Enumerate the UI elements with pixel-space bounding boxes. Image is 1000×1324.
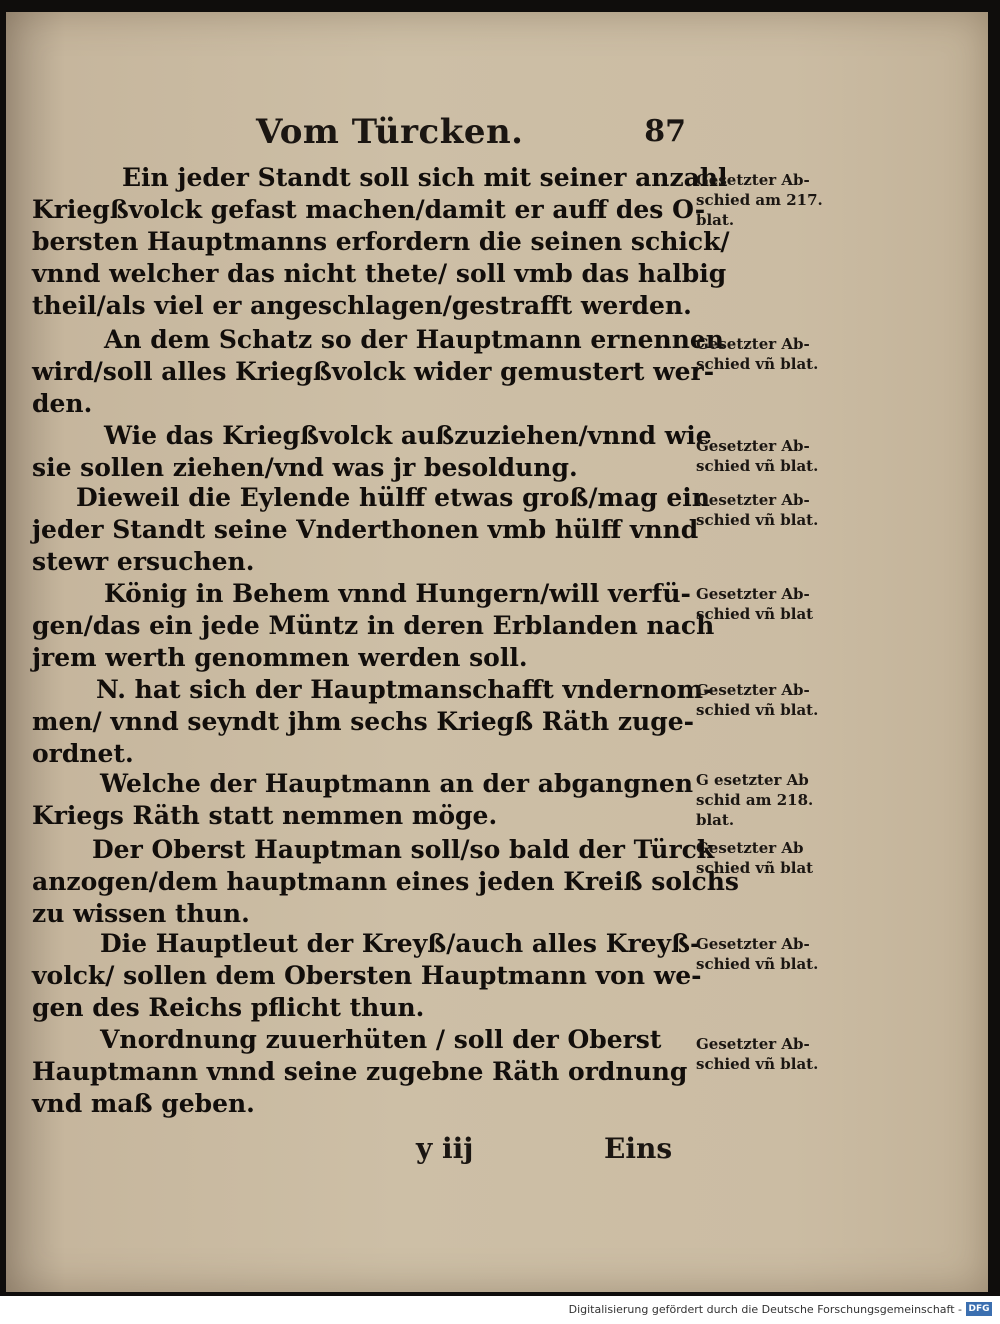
- paragraph: [32, 768, 692, 832]
- marginal-note: [696, 1034, 846, 1074]
- marginal-note-line: Gesetzter Ab-: [696, 171, 810, 189]
- marginal-note-line: Gesetzter Ab: [696, 839, 804, 857]
- text-line: Der Oberst Hauptman soll/so bald der Türck: [92, 835, 715, 864]
- marginal-note-line: Gesetzter Ab-: [696, 491, 810, 509]
- marginal-note-line: G esetzter Ab: [696, 771, 809, 789]
- paragraph: [32, 578, 715, 674]
- text-line: König in Behem vnnd Hungern/will verfü-: [104, 579, 691, 608]
- marginal-note-line: schied vñ blat: [696, 605, 814, 623]
- marginal-note-line: schied vñ blat.: [696, 701, 819, 719]
- marginal-note-line: schied vñ blat: [696, 859, 814, 877]
- text-line: gen des Reichs pflicht thun.: [32, 993, 425, 1022]
- paragraph: [32, 1024, 692, 1120]
- text-line: gen/das ein jede Müntz in deren Erblanden nach: [32, 611, 715, 640]
- text-line: volck/ sollen dem Obersten Hauptmann von we-: [32, 961, 702, 990]
- text-line: anzogen/dem hauptmann eines jeden Kreiß solchs: [32, 867, 739, 896]
- text-line: zu wissen thun.: [32, 899, 250, 928]
- text-line: vnnd welcher das nicht thete/ soll vmb das halbig: [32, 259, 727, 288]
- book-page: [6, 12, 988, 1292]
- marginal-note-line: schied vñ blat.: [696, 955, 819, 973]
- catchword: Eins: [604, 1132, 673, 1165]
- marginal-note-line: schied vñ blat.: [696, 457, 819, 475]
- text-line: stewr ersuchen.: [32, 547, 255, 576]
- text-line: Kriegßvolck gefast machen/damit er auff des O-: [32, 195, 706, 224]
- marginal-note-line: blat.: [696, 211, 735, 229]
- text-line: sie sollen ziehen/vnd was jr besoldung.: [32, 453, 578, 482]
- text-line: den.: [32, 389, 93, 418]
- paragraph: [32, 420, 712, 484]
- marginal-note: [696, 436, 846, 476]
- text-line: Wie das Kriegßvolck außzuziehen/vnnd wie: [104, 421, 712, 450]
- text-line: wird/soll alles Kriegßvolck wider gemustert wer-: [32, 357, 715, 386]
- marginal-note-line: schid am 218.: [696, 791, 814, 809]
- text-line: ordnet.: [32, 739, 134, 768]
- marginal-note: [696, 770, 846, 830]
- marginal-note-line: Gesetzter Ab-: [696, 935, 810, 953]
- dfg-logo: DFG: [966, 1302, 992, 1316]
- paragraph: [32, 324, 724, 420]
- text-line: men/ vnnd seyndt jhm sechs Kriegß Räth zuge-: [32, 707, 694, 736]
- marginal-note: [696, 490, 846, 530]
- text-line: Ein jeder Standt soll sich mit seiner anzahl: [122, 163, 728, 192]
- marginal-note-line: schied vñ blat.: [696, 1055, 819, 1073]
- text-line: An dem Schatz so der Hauptmann ernennen: [104, 325, 724, 354]
- marginal-note-line: schied vñ blat.: [696, 511, 819, 529]
- credit-bar: [0, 1296, 1000, 1324]
- paragraph: [32, 482, 710, 578]
- page-header: [256, 112, 696, 156]
- marginal-note: [696, 934, 846, 974]
- text-line: Kriegs Räth statt nemmen möge.: [32, 801, 498, 830]
- text-line: jrem werth genommen werden soll.: [32, 643, 528, 672]
- text-line: theil/als viel er angeschlagen/gestrafft werden.: [32, 291, 692, 320]
- marginal-note-line: Gesetzter Ab-: [696, 681, 810, 699]
- paragraph: [32, 834, 739, 930]
- marginal-note-line: Gesetzter Ab-: [696, 1035, 810, 1053]
- text-line: N. hat sich der Hauptmanschafft vndernom-: [96, 675, 714, 704]
- running-title: Vom Türcken.: [256, 112, 524, 152]
- text-line: jeder Standt seine Vnderthonen vmb hülff vnnd: [32, 515, 699, 544]
- text-line: Vnordnung zuuerhüten / soll der Oberst: [100, 1025, 662, 1054]
- marginal-note: [696, 680, 846, 720]
- marginal-note: [696, 584, 846, 624]
- text-line: vnd maß geben.: [32, 1089, 255, 1118]
- text-line: Hauptmann vnnd seine zugebne Räth ordnung: [32, 1057, 688, 1086]
- marginal-note-line: Gesetzter Ab-: [696, 335, 810, 353]
- marginal-note: [696, 170, 846, 230]
- marginal-note-line: Gesetzter Ab-: [696, 585, 810, 603]
- funding-credit: Digitalisierung gefördert durch die Deutsche Forschungsgemeinschaft -: [568, 1303, 962, 1316]
- marginal-note-line: Gesetzter Ab-: [696, 437, 810, 455]
- paragraph: [32, 674, 714, 770]
- marginal-note: [696, 334, 846, 374]
- marginal-note-line: schied vñ blat.: [696, 355, 819, 373]
- marginal-note-line: schied am 217.: [696, 191, 823, 209]
- page-number: 87: [644, 114, 686, 149]
- marginal-note: [696, 838, 846, 878]
- paragraph: [32, 928, 702, 1024]
- marginal-note-line: blat.: [696, 811, 735, 829]
- text-line: Welche der Hauptmann an der abgangnen: [100, 769, 694, 798]
- text-line: Die Hauptleut der Kreyß/auch alles Kreyß-: [100, 929, 701, 958]
- text-line: Dieweil die Eylende hülff etwas groß/mag ein: [76, 483, 710, 512]
- signature-mark: y iij: [416, 1132, 474, 1165]
- text-line: bersten Hauptmanns erfordern die seinen schick/: [32, 227, 730, 256]
